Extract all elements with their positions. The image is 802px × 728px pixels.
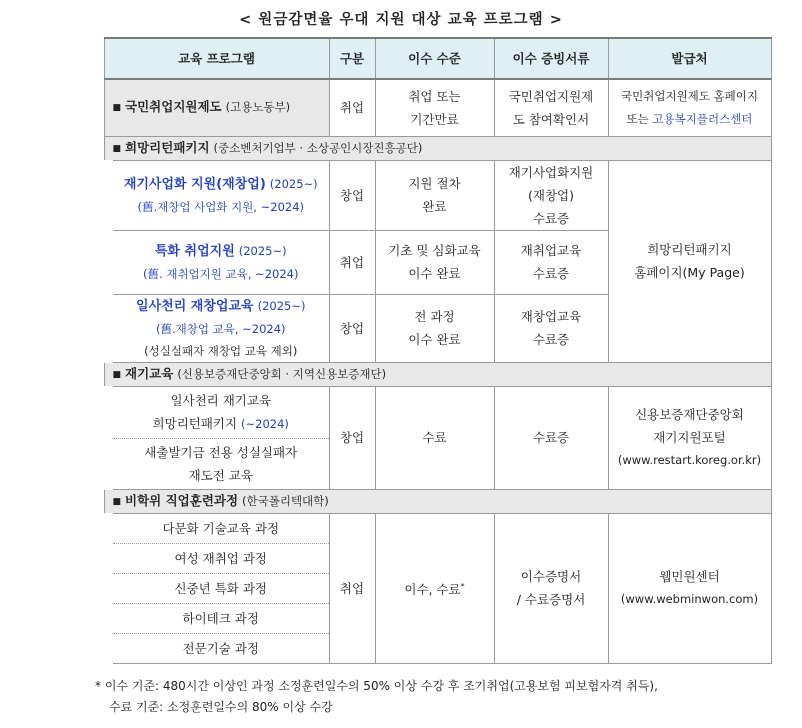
program-cell: 특화 취업지원 (2025~) (舊. 재취업지원 교육, ~2024) [104,230,329,294]
course-item: 하이테크 과정 [113,604,329,634]
program-cell [104,513,329,663]
bullet-icon: ■ [112,103,122,114]
program-cell [104,79,329,136]
course-item: 다문화 기술교육 과정 [113,514,329,544]
bullet-icon: ■ [112,143,122,154]
table-row [104,160,771,230]
type-cell: 취업 [329,513,375,663]
table-row [104,386,771,489]
proof-cell: 재창업교육 수료증 [494,294,608,362]
program-name: 재기사업화 지원(재창업) [123,176,266,192]
level-cell: 전 과정 이수 완료 [375,294,494,362]
course-item: 전문기술 과정 [182,640,259,656]
program-note: (성실실패자 재창업 교육 제외) [144,343,298,358]
issuer-cell [608,79,771,136]
section-row [104,489,771,513]
table-header-row [104,38,771,79]
issuer-line: 또는 고용복지플러스센터 [626,111,753,126]
type-cell: 취업 [329,230,375,294]
program-cell: 일사천리 재창업교육 (2025~) (舊.재창업 교육, ~2024) (성실실패자 재창업 교육 제외) [104,294,329,362]
program-cell: 일사천리 재기교육 희망리턴패키지 (~2024) 새출발기금 전용 성실실패자 재도전 교육 [104,386,329,489]
proof-cell: 이수증명서 / 수료증명서 [494,513,608,663]
proof-cell [494,79,608,136]
page-title: < 원금감면율 우대 지원 대상 교육 프로그램 > [239,12,563,28]
program-name: 특화 취업지원 [154,243,235,259]
proof-cell: 수료증 [494,386,608,489]
type-cell: 창업 [329,294,375,362]
program-table [95,37,772,664]
footnote-line: 수료 기준: 소정훈련일수의 80% 이상 수강 [109,700,333,714]
issuer-cell: 희망리턴패키지 홈페이지(My Page) [608,160,771,362]
program-old-name: (舊.재창업 교육, ~2024) [155,321,286,336]
section-title: ■ 비학위 직업훈련과정 (한국폴리텍대학) [104,489,771,513]
course-item: 여성 재취업 과정 [113,544,329,574]
table-row [104,79,771,136]
level-line: 기간만료 [410,111,459,127]
issuer-cell: 신용보증재단중앙회 재기지원포털 (www.restart.koreg.or.kr) [608,386,771,489]
level-line: 취업 또는 [408,88,461,104]
type-cell: 취업 [329,79,375,136]
issuer-link[interactable]: 고용복지플러스센터 [652,111,753,126]
section-row [104,136,771,160]
header-proof: 이수 증빙서류 [494,38,608,79]
footnote-line: * 이수 기준: 480시간 이상인 과정 소정훈련일수의 50% 이상 수강 후 조기취업(고용보험 피보험자격 취득), [95,679,658,693]
section-title: ■ 재기교육 (신용보증재단중앙회 · 지역신용보증재단) [104,362,771,386]
program-old-name: (舊. 재취업지원 교육, ~2024) [143,266,299,281]
footnote [95,676,795,718]
level-cell: 기초 및 심화교육 이수 완료 [375,230,494,294]
bullet-icon: ■ [112,496,122,507]
header-type: 구분 [329,38,375,79]
proof-line: 도 참여확인서 [512,111,590,127]
issuer-line: 국민취업지원제도 홈페이지 [621,88,758,103]
issuer-cell: 웹민원센터 (www.webminwon.com) [608,513,771,663]
program-org: (고용노동부) [225,100,291,115]
header-level: 이수 수준 [375,38,494,79]
program-cell: 재기사업화 지원(재창업) (2025~) (舊.재창업 사업화 지원, ~2024) [104,160,329,230]
section-row [104,362,771,386]
course-item: 신중년 특화 과정 [113,574,329,604]
program-old-name: (舊.재창업 사업화 지원, ~2024) [137,199,305,214]
table-row [104,513,771,663]
section-title: ■ 희망리턴패키지 (중소벤처기업부 · 소상공인시장진흥공단) [104,136,771,160]
level-cell: 이수, 수료* [375,513,494,663]
header-issuer: 발급처 [608,38,771,79]
bullet-icon: ■ [112,369,122,380]
proof-cell: 재취업교육 수료증 [494,230,608,294]
proof-line: 국민취업지원제 [508,88,594,104]
proof-cell: 재기사업화지원 (재창업) 수료증 [494,160,608,230]
level-cell [375,79,494,136]
type-cell: 창업 [329,160,375,230]
type-cell: 창업 [329,386,375,489]
header-program: 교육 프로그램 [104,38,329,79]
program-name: 국민취업지원제도 [125,99,222,115]
level-cell: 수료 [375,386,494,489]
program-name: 일사천리 재창업교육 [136,298,254,314]
level-cell: 지원 절차 완료 [375,160,494,230]
